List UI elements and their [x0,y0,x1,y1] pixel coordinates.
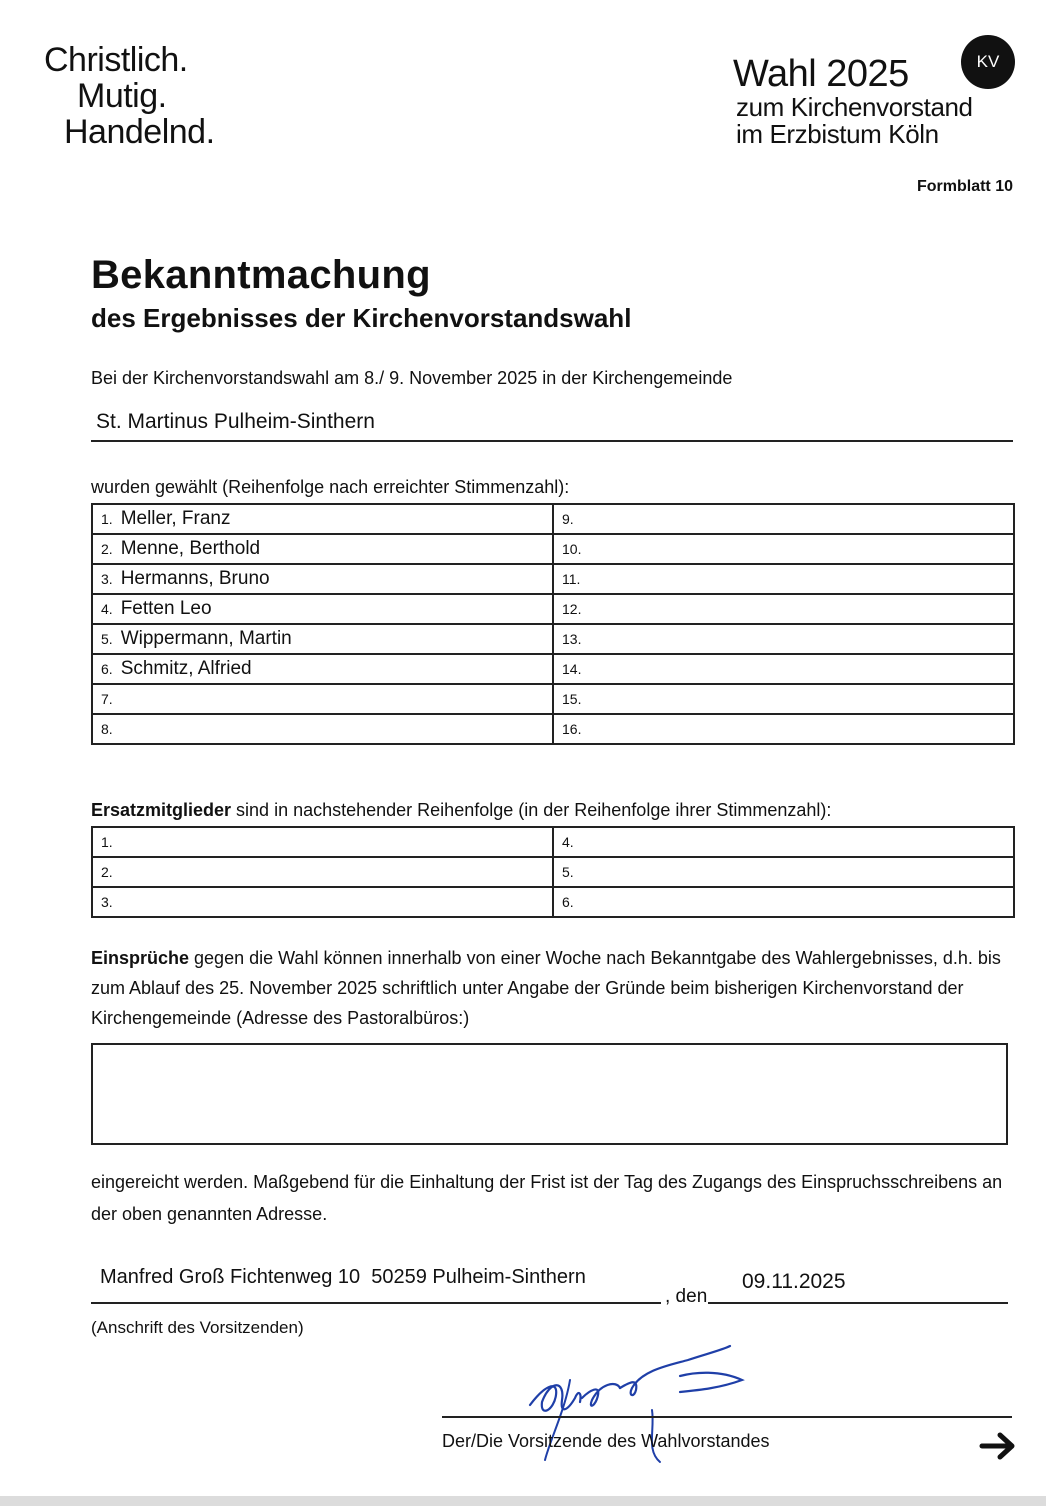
candidate-cell[interactable] [92,624,553,654]
slogan [44,42,215,150]
rank-number: 1. [101,511,113,527]
candidate-cell[interactable] [553,714,1014,744]
rank-number: 6. [101,661,113,677]
signature-label: Der/Die Vorsitzende des Wahlvorstandes [442,1431,770,1451]
election-title: Wahl 2025 [733,53,909,95]
intro-text: Bei der Kirchenvorstandswahl am 8./ 9. November 2025 in der Kirchengemeinde [91,368,733,388]
candidate-cell[interactable] [92,534,553,564]
candidate-cell[interactable] [92,654,553,684]
election-subtitle-line-2: im Erzbistum Köln [736,119,939,149]
chair-address-underline [91,1302,661,1304]
objection-text-rest: gegen die Wahl können innerhalb von einer Woche nach Bekanntgabe des Wahlergebnisses, d.h. bis zum Ablauf des 25. November 2025 schriftlich unter Angabe der Gründe beim bisherigen Kirchenvorstand der Kirchengemeinde (Adresse des Pastoralbüros:) [91,948,1001,1028]
slogan-line-1: Christlich. [44,41,188,79]
rank-number: 9. [562,511,574,527]
rank-number: 11. [562,571,581,587]
form-id: Formblatt 10 [916,178,1013,195]
candidate-cell[interactable] [92,887,553,917]
table-row [92,827,1014,857]
table-row [92,504,1014,534]
rank-number: 5. [101,631,113,647]
candidate-cell[interactable] [553,887,1014,917]
objection-label-bold: Einsprüche [91,948,190,968]
candidate-cell[interactable] [553,564,1014,594]
parish-field: St. Martinus Pulheim-Sinthern [96,410,375,433]
candidate-cell[interactable] [92,684,553,714]
page-subtitle: des Ergebnisses der Kirchenvorstandswahl [91,303,632,333]
page-title: Bekanntmachung [91,253,431,297]
candidate-cell[interactable] [553,857,1014,887]
rank-number: 14. [562,661,582,677]
table-row [92,594,1014,624]
candidate-cell[interactable] [92,504,553,534]
substitutes-label-rest: sind in nachstehender Reihenfolge (in der Reihenfolge ihrer Stimmenzahl): [231,800,832,820]
rank-number: 5. [562,864,574,880]
substitutes-label [91,800,831,821]
rank-number: 8. [101,721,113,737]
substitutes-table [91,826,1015,918]
candidate-name: Fetten Leo [120,598,212,619]
parish-underline [91,440,1013,442]
candidate-cell[interactable] [92,564,553,594]
rank-number: 2. [101,541,113,557]
rank-number: 1. [101,834,113,850]
rank-number: 6. [562,894,574,910]
candidate-name: Meller, Franz [120,508,231,529]
candidate-cell[interactable] [553,654,1014,684]
table-row [92,534,1014,564]
rank-number: 15. [562,691,582,707]
table-row [92,624,1014,654]
candidate-cell[interactable] [553,684,1014,714]
candidate-cell[interactable] [92,714,553,744]
candidate-cell[interactable] [92,857,553,887]
date-prefix: , den [665,1286,708,1307]
table-row [92,654,1014,684]
rank-number: 7. [101,691,113,707]
rank-number: 13. [562,631,582,647]
table-row [92,857,1014,887]
kv-badge: KV [961,35,1015,89]
candidate-name: Menne, Berthold [120,538,261,559]
elected-table [91,503,1015,745]
chair-address-field: Manfred Groß Fichtenweg 10 50259 Pulheim-Sinthern [100,1266,586,1288]
page-bottom-edge [0,1496,1046,1506]
candidate-cell[interactable] [553,827,1014,857]
candidate-cell[interactable] [553,534,1014,564]
chair-address-label: (Anschrift des Vorsitzenden) [91,1318,304,1337]
candidate-cell[interactable] [92,827,553,857]
table-row [92,564,1014,594]
date-underline [708,1302,1008,1304]
table-row [92,684,1014,714]
candidate-name: Schmitz, Alfried [120,658,252,679]
slogan-line-3: Handelnd. [64,113,215,151]
slogan-line-2: Mutig. [77,77,167,115]
rank-number: 2. [101,864,113,880]
table-row [92,714,1014,744]
rank-number: 12. [562,601,582,617]
rank-number: 10. [562,541,582,557]
candidate-cell[interactable] [92,594,553,624]
objection-text [91,943,1003,1033]
candidate-name: Wippermann, Martin [120,628,292,649]
rank-number: 3. [101,894,113,910]
date-field: 09.11.2025 [742,1270,846,1293]
submission-note: eingereicht werden. Maßgebend für die Einhaltung der Frist ist der Tag des Zugangs des Einspruchsschreibens an der oben genannten Adresse. [91,1172,1003,1224]
rank-number: 3. [101,571,113,587]
substitutes-label-bold: Ersatzmitglieder [91,800,232,820]
rank-number: 4. [562,834,574,850]
election-subtitle [736,94,973,148]
table-row [92,887,1014,917]
rank-number: 4. [101,601,113,617]
signature-line [442,1416,1012,1418]
election-subtitle-line-1: zum Kirchenvorstand [736,92,973,122]
pastoral-office-address-box[interactable] [91,1043,1008,1145]
candidate-cell[interactable] [553,624,1014,654]
rank-number: 16. [562,721,582,737]
candidate-name: Hermanns, Bruno [120,568,270,589]
elected-label: wurden gewählt (Reihenfolge nach erreichter Stimmenzahl): [91,477,570,497]
candidate-cell[interactable] [553,504,1014,534]
arrow-right-icon[interactable] [976,1422,1020,1466]
candidate-cell[interactable] [553,594,1014,624]
